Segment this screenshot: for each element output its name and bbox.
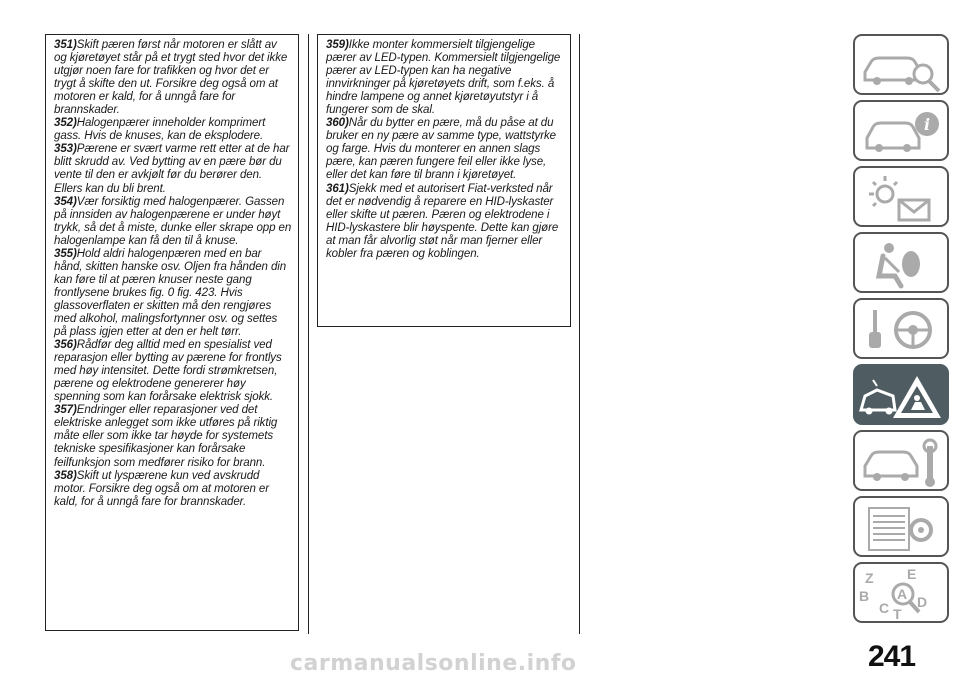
index-letter: E — [907, 566, 917, 582]
car-info-icon — [855, 102, 951, 163]
note-358: 358)Skift ut lyspærene kun ved avskrudd motor. Forsikre deg også om at motoren er kald, for å unngå fare for brannskader. — [54, 469, 269, 508]
tab-starting-driving[interactable] — [853, 298, 949, 359]
warnings-column-left — [45, 34, 299, 631]
tab-emergency[interactable] — [853, 364, 949, 425]
index-letter: C — [879, 600, 890, 616]
note-359: 359)Ikke monter kommersielt tilgjengelige pærer av LED-typen. Kommersielt tilgjengelige pærer av LED-typen kan ha negative innvirkninger på kjøretøyets drift, som f.eks. å hindre lampene og annet kjøretøyutstyr i å fungerer som de skal. — [326, 39, 561, 117]
note-354: 354)Vær forsiktig med halogenpærer. Gassen på innsiden av halogenpærene er under høyt trykk, så det å miste, dunke eller skrape opp en halogenlampe kan få den til å knuse. — [54, 195, 292, 247]
note-357: 357)Endringer eller reparasjoner ved det elektriske anlegget som ikke utføres på riktig måte eller som ikke tar høyde for systemets tekniske spesifikasjoner kan forårsake feilfunksjon som medfører risiko for brann. — [54, 404, 278, 469]
note-361: 361)Sjekk med et autorisert Fiat-verksted når det er nødvendig å reparere en HID-lyskaster eller skifte ut pæren. Pæren og elektrodene i HID-lyskastere blir høyspente. Dette kan gjøre at man får alvorlig støt når man fjerner eller kobler fra pæren og koblingen. — [326, 182, 559, 260]
tab-maintenance[interactable] — [853, 430, 949, 491]
tab-technical-data[interactable] — [853, 496, 949, 557]
column-divider — [579, 34, 580, 634]
index-letter: A — [897, 586, 908, 602]
tab-car-magnifier[interactable] — [853, 34, 949, 95]
index-letter: D — [917, 594, 928, 610]
note-356: 356)Rådfør deg alltid med en spesialist ved reparasjon eller bytting av pærene for frontlys med høy intensitet. Dette fordi strømkretsen, pærene og elektrodene genererer høy spenning som kan forårsake elektrisk sjokk. — [54, 339, 282, 404]
tab-warning-lights[interactable] — [853, 166, 949, 227]
index-letter: T — [893, 606, 902, 622]
index-letter: Z — [865, 570, 874, 586]
note-355: 355)Hold aldri halogenpæren med en bar hånd, skitten hanske osv. Oljen fra hånden din kan føre til at pæren knuser neste gang frontlysene brukes fig. 0 fig. 423. Hvis glassoverflaten er skitten må den rengjøres med alkohol, malingsfortynner osv. og settes på plass igjen etter at den er helt tørr. — [54, 247, 287, 339]
tab-safety[interactable] — [853, 232, 949, 293]
key-steering-wheel-icon — [855, 300, 951, 361]
car-magnifier-icon — [855, 36, 951, 97]
car-breakdown-warning-icon — [855, 366, 951, 427]
tab-car-info[interactable] — [853, 100, 949, 161]
column-divider — [308, 34, 309, 634]
tab-index[interactable] — [853, 562, 949, 623]
note-353: 353)Pærene er svært varme rett etter at de har blitt skrudd av. Ved bytting av en pære bør du vente til den er avkjølt før du berører den. Ellers kan du bli brent. — [54, 143, 290, 195]
specifications-list-icon — [855, 498, 951, 559]
index-letter: B — [859, 588, 870, 604]
watermark: carmanualsonline.info — [290, 651, 577, 676]
seat-airbag-icon — [855, 234, 951, 295]
note-351: 351)Skift pæren først når motoren er slått av og kjøretøyet står på et trygt sted hvor det ikke utgjør noen fare for trafikken og hvor det er trygt å skifte den ut. Forsikre deg også om at motoren er kald, for å unngå fare for brannskader. — [54, 39, 288, 117]
note-352: 352)Halogenpærer inneholder komprimert gass. Hvis de knuses, kan de eksplodere. — [54, 117, 266, 143]
warnings-column-right — [317, 34, 571, 327]
car-wrench-icon — [855, 432, 951, 493]
svg-text:i: i — [923, 115, 931, 134]
page-number: 241 — [868, 640, 916, 673]
note-360: 360)Når du bytter en pære, må du påse at du bruker en ny pære av samme type, wattstyrke og farge. Hvis du monterer en annen slags pære, kan pæren fungere feil eller ikke lyse, eller det kan føre til brann i kjøretøyet. — [326, 117, 556, 182]
warning-lights-mail-icon — [855, 168, 951, 229]
